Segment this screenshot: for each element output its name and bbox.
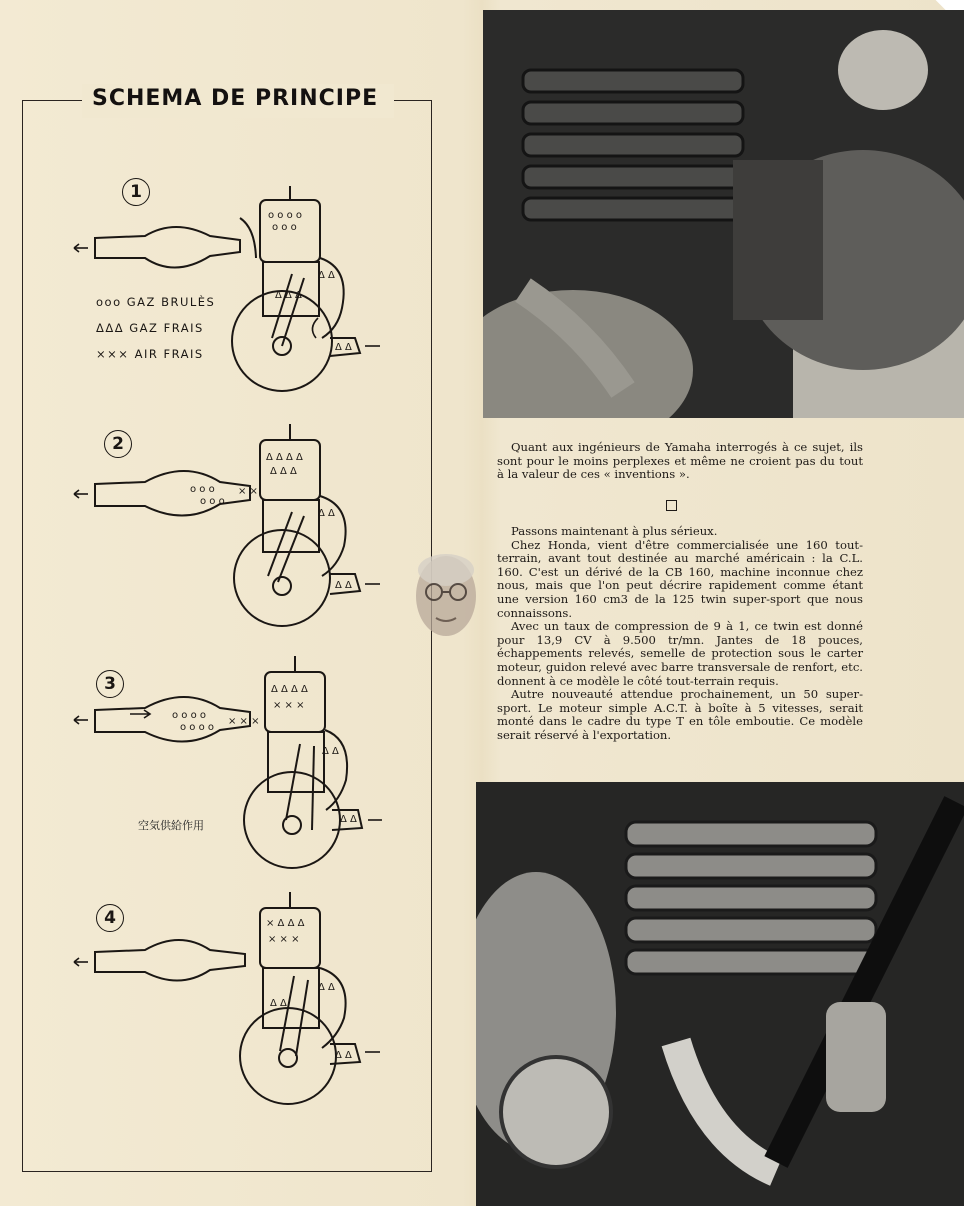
svg-text:o o o: o o o [272, 222, 297, 233]
main-article-text [497, 525, 863, 743]
svg-text:Δ Δ: Δ Δ [270, 998, 287, 1009]
engine-diagram-step-4 [60, 886, 400, 1126]
engine-diagram-step-2 [60, 416, 400, 656]
svg-text:Δ Δ Δ Δ: Δ Δ Δ Δ [266, 452, 303, 463]
intro-text: Quant aux ingénieurs de Yamaha interrogés à ce sujet, ils sont pour le moins perplexes et même ne croient pas du tout à la valeur de ces « inventions ». [497, 440, 863, 482]
legend-fresh-air: ××× AIR FRAIS [96, 347, 204, 361]
svg-text:Δ Δ: Δ Δ [340, 814, 357, 825]
svg-text:o o o o: o o o o [172, 710, 207, 721]
japanese-annotation: 空気供給作用 [138, 819, 204, 832]
engine-cylinder-photo [483, 10, 964, 418]
panel-title: SCHEMA DE PRINCIPE [92, 86, 379, 111]
svg-text:o o o o: o o o o [268, 210, 303, 221]
legend-fresh-gas: ΔΔΔ GAZ FRAIS [96, 321, 204, 335]
svg-text:Δ Δ: Δ Δ [322, 746, 339, 757]
svg-text:× ×: × × [238, 486, 258, 497]
svg-text:Δ Δ: Δ Δ [318, 270, 335, 281]
twin-engine-photo [476, 782, 964, 1206]
svg-text:Δ Δ Δ Δ: Δ Δ Δ Δ [271, 684, 308, 695]
svg-text:Δ Δ Δ: Δ Δ Δ [275, 290, 302, 301]
step-number-4: 4 [96, 904, 124, 932]
step-number-1: 1 [122, 178, 150, 206]
svg-text:Δ Δ: Δ Δ [335, 342, 352, 353]
svg-text:Δ Δ: Δ Δ [318, 982, 335, 993]
svg-text:Δ Δ: Δ Δ [318, 508, 335, 519]
paragraph-1: Passons maintenant à plus sérieux. [511, 524, 718, 538]
svg-text:Δ Δ: Δ Δ [335, 580, 352, 591]
section-divider-square [666, 500, 677, 511]
svg-text:× × ×: × × × [228, 716, 260, 727]
portrait-watermark [408, 548, 484, 650]
svg-text:× Δ Δ Δ: × Δ Δ Δ [266, 918, 305, 929]
paragraph-4: Autre nouveauté attendue prochainement, un 50 super-sport. Le moteur simple A.C.T. à boîte à 5 vitesses, serait monté dans le cadre du type T en tôle emboutie. Ce modèle serait réservé à l'exportation. [497, 687, 863, 742]
intro-paragraph [497, 441, 863, 482]
step-number-2: 2 [104, 430, 132, 458]
paragraph-3: Avec un taux de compression de 9 à 1, ce twin est donné pour 13,9 CV à 9.500 tr/mn. Jantes de 18 pouces, échappements relevés, semelle de protection sous le carter moteur, guidon relevé avec barre transversale de renfort, etc. donnent à ce modèle le côté tout-terrain requis. [497, 619, 863, 688]
step-number-3: 3 [96, 670, 124, 698]
paragraph-2: Chez Honda, vient d'être commercialisée une 160 tout-terrain, avant tout destinée au marché américain : la C.L. 160. C'est un dérivé de la CB 160, machine inconnue chez nous, mais que l'on peut décrire rapidement comme étant une version 160 cm3 de la 125 twin super-sport que nous connaissons. [497, 537, 863, 620]
engine-diagram-step-3 [60, 650, 400, 890]
legend-burnt-gas: ooo GAZ BRULÈS [96, 295, 216, 309]
svg-text:Δ Δ: Δ Δ [335, 1050, 352, 1061]
svg-text:Δ Δ Δ: Δ Δ Δ [270, 466, 297, 477]
svg-text:o o o o: o o o o [180, 722, 215, 733]
svg-text:o o o: o o o [190, 484, 215, 495]
svg-text:o o o: o o o [200, 496, 225, 507]
svg-text:× × ×: × × × [268, 934, 300, 945]
svg-text:× × ×: × × × [273, 700, 305, 711]
